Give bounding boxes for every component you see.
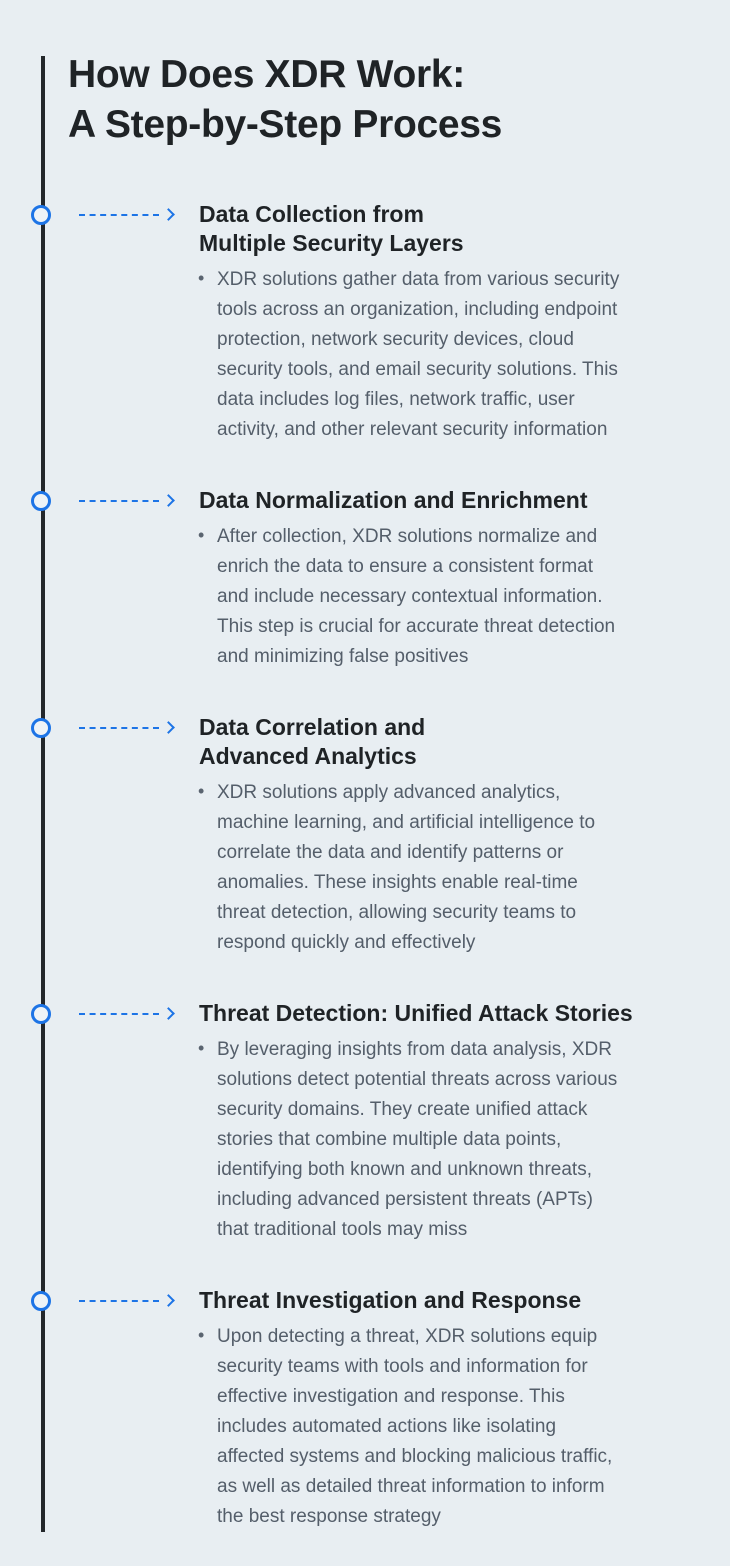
step-title-line: Advanced Analytics <box>199 743 417 769</box>
description-line: This step is crucial for accurate threat detection <box>217 616 616 637</box>
step-title <box>199 713 425 771</box>
description-line: enrich the data to ensure a consistent format <box>217 556 593 577</box>
description-line: tools across an organization, including endpoint <box>217 299 618 320</box>
dashed-connector-line <box>79 727 159 729</box>
step-description <box>217 265 619 445</box>
description-line: security domains. They create unified attack <box>217 1099 588 1120</box>
description-line: machine learning, and artificial intelligence to <box>217 812 596 833</box>
description-line: security teams with tools and information for <box>217 1356 588 1377</box>
description-line: effective investigation and response. This <box>217 1386 565 1407</box>
description-line: threat detection, allowing security teams to <box>217 902 577 923</box>
description-line: including advanced persistent threats (APTs) <box>217 1189 593 1210</box>
step-title <box>199 200 464 258</box>
step-title <box>199 1286 581 1315</box>
step-title-line: Data Collection from <box>199 201 424 227</box>
step-title-line: Threat Investigation and Response <box>199 1287 582 1313</box>
description-line: respond quickly and effectively <box>217 932 476 953</box>
description-line: as well as detailed threat information to inform <box>217 1476 605 1497</box>
chevron-right-icon <box>162 721 175 734</box>
chevron-right-icon <box>162 1007 175 1020</box>
description-line: affected systems and blocking malicious traffic, <box>217 1446 613 1467</box>
dashed-connector-line <box>79 214 159 216</box>
description-line: and minimizing false positives <box>217 646 469 667</box>
description-line: By leveraging insights from data analysis, XDR <box>217 1039 612 1060</box>
description-line: solutions detect potential threats across various <box>217 1069 618 1090</box>
bullet-dot-icon: • <box>198 1325 205 1345</box>
bullet-dot-icon: • <box>198 525 205 545</box>
step-title-line: Data Normalization and Enrichment <box>199 487 588 513</box>
description-line: correlate the data and identify patterns or <box>217 842 564 863</box>
description-line: anomalies. These insights enable real-time <box>217 872 578 893</box>
description-line: that traditional tools may miss <box>217 1219 468 1240</box>
description-line: XDR solutions apply advanced analytics, <box>217 782 561 803</box>
chevron-right-icon <box>162 494 175 507</box>
circle-node-icon <box>31 205 51 225</box>
step-title <box>199 999 633 1028</box>
description-line: data includes log files, network traffic, user <box>217 389 575 410</box>
bullet-dot-icon: • <box>198 1038 205 1058</box>
description-line: Upon detecting a threat, XDR solutions equip <box>217 1326 598 1347</box>
step-title-line: Data Correlation and <box>199 714 426 740</box>
description-line: After collection, XDR solutions normalize and <box>217 526 598 547</box>
step-description <box>217 778 595 958</box>
dashed-connector-line <box>79 500 159 502</box>
description-line: security tools, and email security solutions. This <box>217 359 618 380</box>
description-line: activity, and other relevant security information <box>217 419 608 440</box>
page-title-line-1: How Does XDR Work: <box>68 53 465 96</box>
step-title-line: Threat Detection: Unified Attack Stories <box>199 1000 633 1026</box>
description-line: identifying both known and unknown threats, <box>217 1159 592 1180</box>
circle-node-icon <box>31 491 51 511</box>
circle-node-icon <box>31 718 51 738</box>
dashed-connector-line <box>79 1300 159 1302</box>
page-title-line-2: A Step-by-Step Process <box>68 103 503 146</box>
step-description <box>217 1035 617 1245</box>
step-title <box>199 486 588 515</box>
step-description <box>217 522 615 672</box>
circle-node-icon <box>31 1004 51 1024</box>
step-title-line: Multiple Security Layers <box>199 230 464 256</box>
bullet-dot-icon: • <box>198 781 205 801</box>
description-line: stories that combine multiple data points, <box>217 1129 562 1150</box>
description-line: XDR solutions gather data from various security <box>217 269 620 290</box>
chevron-right-icon <box>162 208 175 221</box>
description-line: and include necessary contextual information. <box>217 586 603 607</box>
description-line: includes automated actions like isolating <box>217 1416 557 1437</box>
chevron-right-icon <box>162 1294 175 1307</box>
dashed-connector-line <box>79 1013 159 1015</box>
page-title <box>68 50 502 150</box>
circle-node-icon <box>31 1291 51 1311</box>
description-line: the best response strategy <box>217 1506 441 1527</box>
description-line: protection, network security devices, cloud <box>217 329 574 350</box>
step-description <box>217 1322 612 1532</box>
bullet-dot-icon: • <box>198 268 205 288</box>
